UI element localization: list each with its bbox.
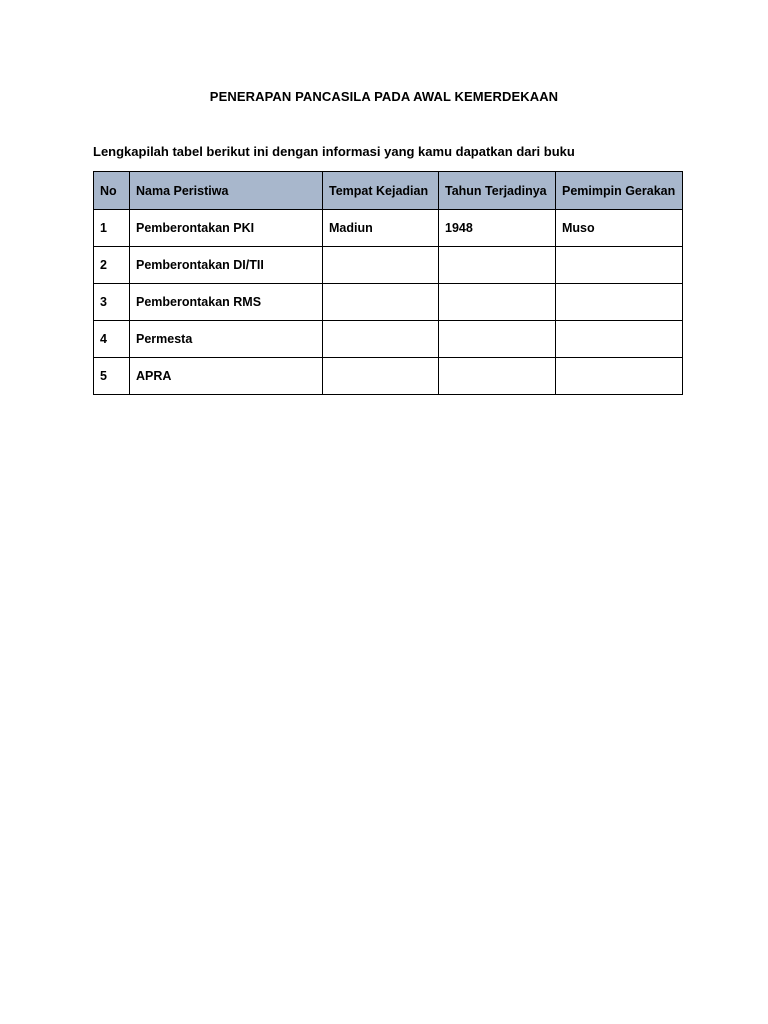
cell-tempat-kejadian: [323, 247, 439, 284]
cell-tahun-terjadinya: [439, 358, 556, 395]
cell-pemimpin-gerakan: Muso: [556, 210, 683, 247]
cell-no: 4: [94, 321, 130, 358]
cell-tahun-terjadinya: 1948: [439, 210, 556, 247]
column-header-pemimpin-gerakan: Pemimpin Gerakan: [556, 172, 683, 210]
cell-tempat-kejadian: [323, 321, 439, 358]
cell-tahun-terjadinya: [439, 284, 556, 321]
table-row: [94, 321, 683, 358]
cell-pemimpin-gerakan: [556, 247, 683, 284]
cell-nama-peristiwa: Pemberontakan RMS: [130, 284, 323, 321]
cell-no: 3: [94, 284, 130, 321]
column-header-no: No: [94, 172, 130, 210]
cell-nama-peristiwa: APRA: [130, 358, 323, 395]
cell-tempat-kejadian: [323, 284, 439, 321]
table-row: [94, 210, 683, 247]
document-title: PENERAPAN PANCASILA PADA AWAL KEMERDEKAAN: [209, 89, 559, 104]
table-row: [94, 358, 683, 395]
cell-pemimpin-gerakan: [556, 284, 683, 321]
table-row: [94, 247, 683, 284]
instruction-text: Lengkapilah tabel berikut ini dengan informasi yang kamu dapatkan dari buku: [93, 144, 575, 159]
column-header-tempat-kejadian: Tempat Kejadian: [323, 172, 439, 210]
cell-no: 5: [94, 358, 130, 395]
cell-no: 1: [94, 210, 130, 247]
cell-nama-peristiwa: Pemberontakan DI/TII: [130, 247, 323, 284]
cell-tempat-kejadian: Madiun: [323, 210, 439, 247]
cell-nama-peristiwa: Pemberontakan PKI: [130, 210, 323, 247]
cell-pemimpin-gerakan: [556, 358, 683, 395]
cell-pemimpin-gerakan: [556, 321, 683, 358]
cell-no: 2: [94, 247, 130, 284]
events-table: [93, 171, 683, 395]
cell-tempat-kejadian: [323, 358, 439, 395]
cell-tahun-terjadinya: [439, 321, 556, 358]
column-header-tahun-terjadinya: Tahun Terjadinya: [439, 172, 556, 210]
cell-tahun-terjadinya: [439, 247, 556, 284]
table-row: [94, 284, 683, 321]
table-header-row: [94, 172, 683, 210]
cell-nama-peristiwa: Permesta: [130, 321, 323, 358]
column-header-nama-peristiwa: Nama Peristiwa: [130, 172, 323, 210]
